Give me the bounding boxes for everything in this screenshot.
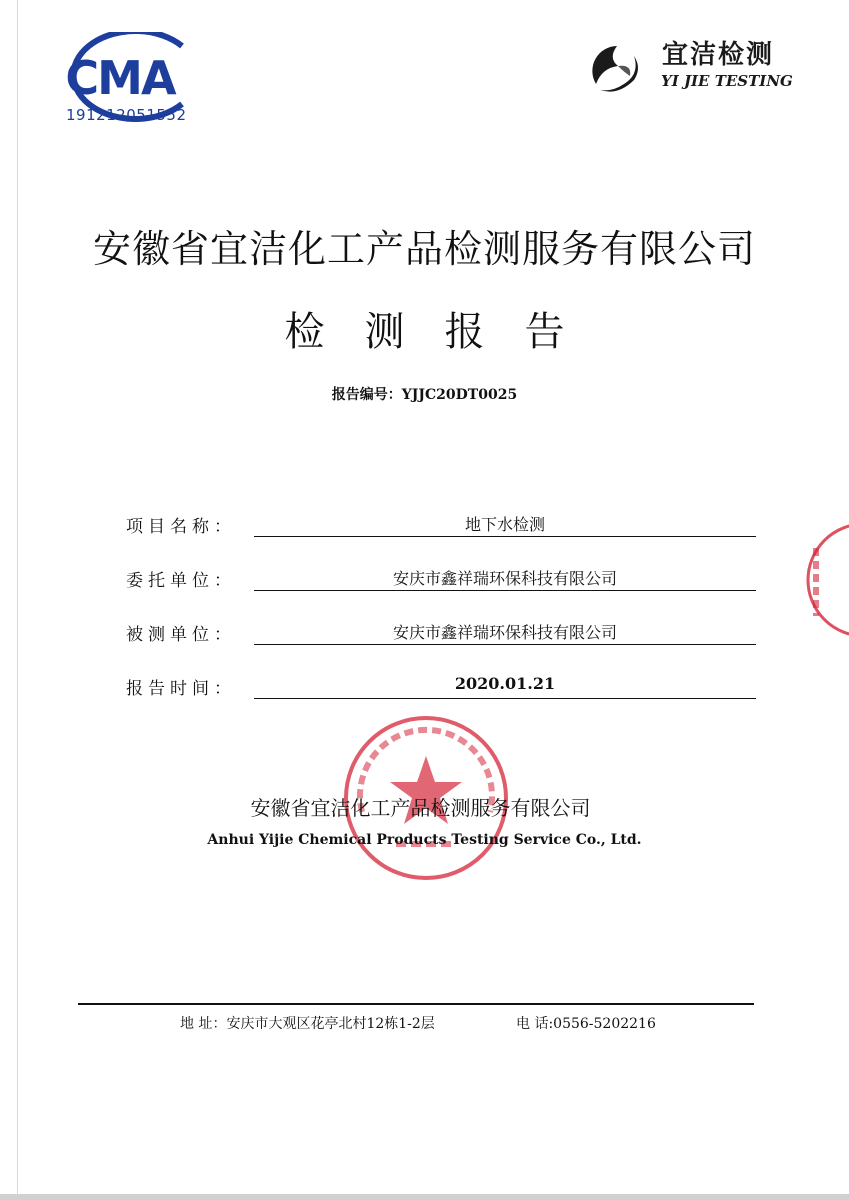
field-label: 被测单位：: [126, 625, 236, 645]
yijie-logo-icon: [588, 44, 646, 98]
field-value: 安庆市鑫祥瑞环保科技有限公司: [392, 569, 617, 588]
field-label: 委托单位：: [126, 571, 236, 591]
issuer-name-cn: 安徽省宜洁化工产品检测服务有限公司: [250, 796, 591, 820]
field-value: 2020.01.21: [454, 674, 556, 693]
edge-seal: [800, 520, 849, 640]
footer-address: 地 址：安庆市大观区花亭北村12栋1-2层: [180, 1016, 435, 1032]
field-client: [126, 566, 756, 592]
field-label: 报告时间：: [126, 679, 236, 699]
field-project-name: [126, 512, 756, 538]
field-underline: [254, 644, 756, 645]
cma-logo-text: CMA: [65, 51, 175, 105]
field-label: 项目名称：: [126, 517, 236, 537]
field-underline: [254, 536, 756, 537]
brand-en: YI JIE TESTING: [661, 72, 793, 90]
issuer-name-en: Anhui Yijie Chemical Products Testing Service Co., Ltd.: [207, 832, 642, 848]
report-title: 检测报告: [284, 309, 605, 355]
cma-number: 191212051552: [66, 106, 187, 124]
footer-divider: [78, 1003, 754, 1005]
field-value: 地下水检测: [464, 515, 545, 534]
field-underline: [254, 698, 756, 699]
brand-cn: 宜洁检测: [662, 40, 775, 70]
page-left-edge: [17, 0, 18, 1200]
footer-phone: 电 话:0556-5202216: [516, 1016, 656, 1032]
field-underline: [254, 590, 756, 591]
organization-title: 安徽省宜洁化工产品检测服务有限公司: [92, 227, 756, 271]
report-number: 报告编号：YJJC20DT0025: [331, 387, 518, 403]
field-report-date: [126, 674, 756, 700]
field-tested-unit: [126, 620, 756, 646]
page-bottom-strip: [0, 1194, 849, 1200]
field-value: 安庆市鑫祥瑞环保科技有限公司: [392, 623, 617, 642]
